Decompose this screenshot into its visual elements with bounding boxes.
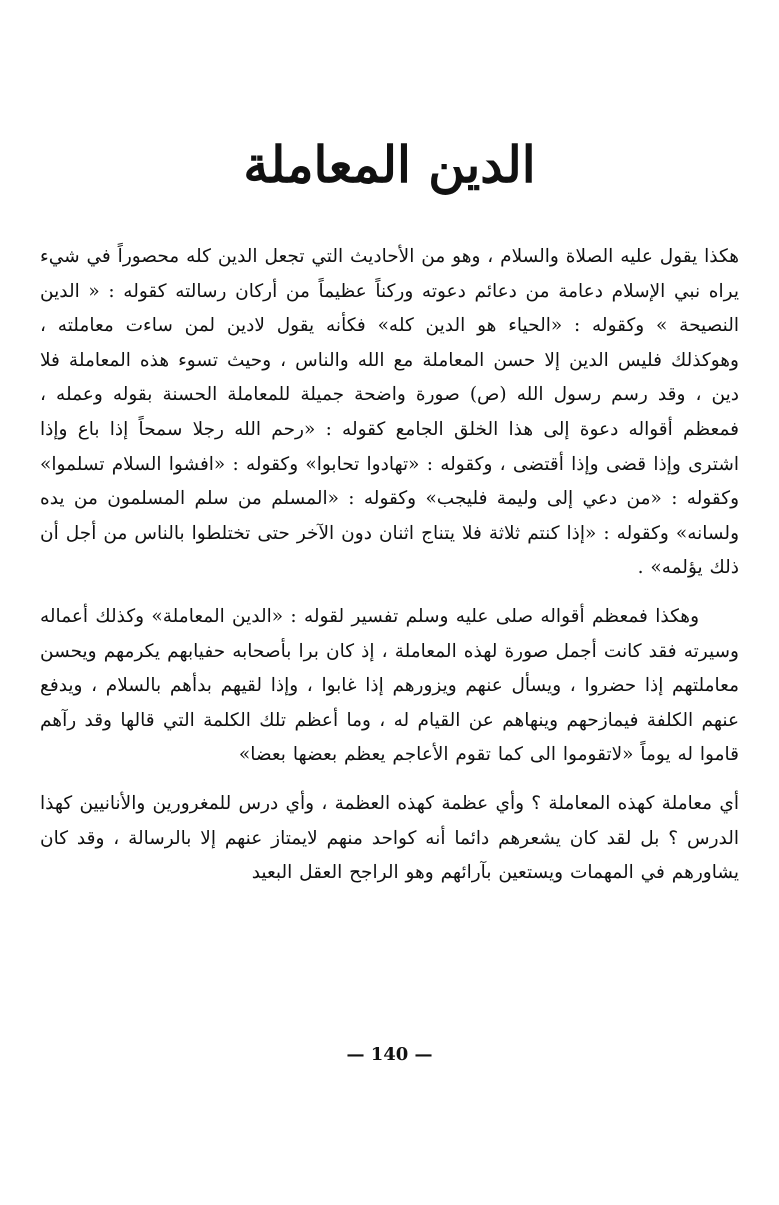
chapter-title: الدين المعاملة <box>243 135 536 194</box>
paragraph-2: وهكذا فمعظم أقواله صلى عليه وسلم تفسير لقوله : «الدين المعاملة» وكذلك أعماله وسيرته فقد كانت أجمل صورة لهذه المعاملة ، إذ كان برا بأصحابه حفيابهم يكرمهم ويحسن معاملتهم إذا حضروا ، ويسأل عنهم ويزورهم إذا غابوا ، وإذا لقيهم بدأهم بالسلام ، ويدفع عنهم الكلفة فيمازحهم وينهاهم عن القيام له ، وما أعظم تلك الكلمة التي قالها وقد رآهم قاموا له يوماً «لاتقوموا الى كما تقوم الأعاجم يعظم بعضها بعضا» <box>40 605 739 766</box>
paragraph-1: هكذا يقول عليه الصلاة والسلام ، وهو من الأحاديث التي تجعل الدين كله محصوراً في شيء يراه نبي الإسلام دعامة من دعائم دعوته وركناً عظيماً من أركان رسالته كقوله : « الدين النصيحة » وكقوله : «الحياء هو الدين كله» فكأنه يقول لادين لمن ساءت معاملته ، وهوكذلك فليس الدين إلا حسن المعاملة مع الله والناس ، وحيث تسوء هذه المعاملة فلا دين ، وقد رسم رسول الله (ص) صورة واضحة جميلة للمعاملة الحسنة بقوله وعمله ، فمعظم أقواله دعوة إلى هذا الخلق الجامع كقوله : «رحم الله رجلا سمحاً إذا باع وإذا اشترى وإذا قضى وإذا أقتضى ، وكقوله : «تهادوا تحابوا» وكقوله : «افشوا السلام تسلموا» وكقوله : «من دعي إلى وليمة فليجب» وكقوله : «المسلم من سلم المسلمون من يده ولسانه» وكقوله : «إذا كنتم ثلاثة فلا يتناج اثنان دون الآخر حتى تختلطوا بالناس من أجل أن ذلك يؤلمه» . <box>40 246 739 579</box>
page-number: — 140 — <box>346 1044 433 1065</box>
body-text <box>40 240 739 891</box>
paragraph-3: أي معاملة كهذه المعاملة ؟ وأي عظمة كهذه العظمة ، وأي درس للمغرورين والأنانيين كهذا الدرس ؟ بل لقد كان يشعرهم دائما أنه كواحد منهم لايمتاز عنهم إلا بالرسالة ، وقد كان يشاورهم في المهمات ويستعين بآرائهم وهو الراجح العقل البعيد <box>40 792 739 884</box>
